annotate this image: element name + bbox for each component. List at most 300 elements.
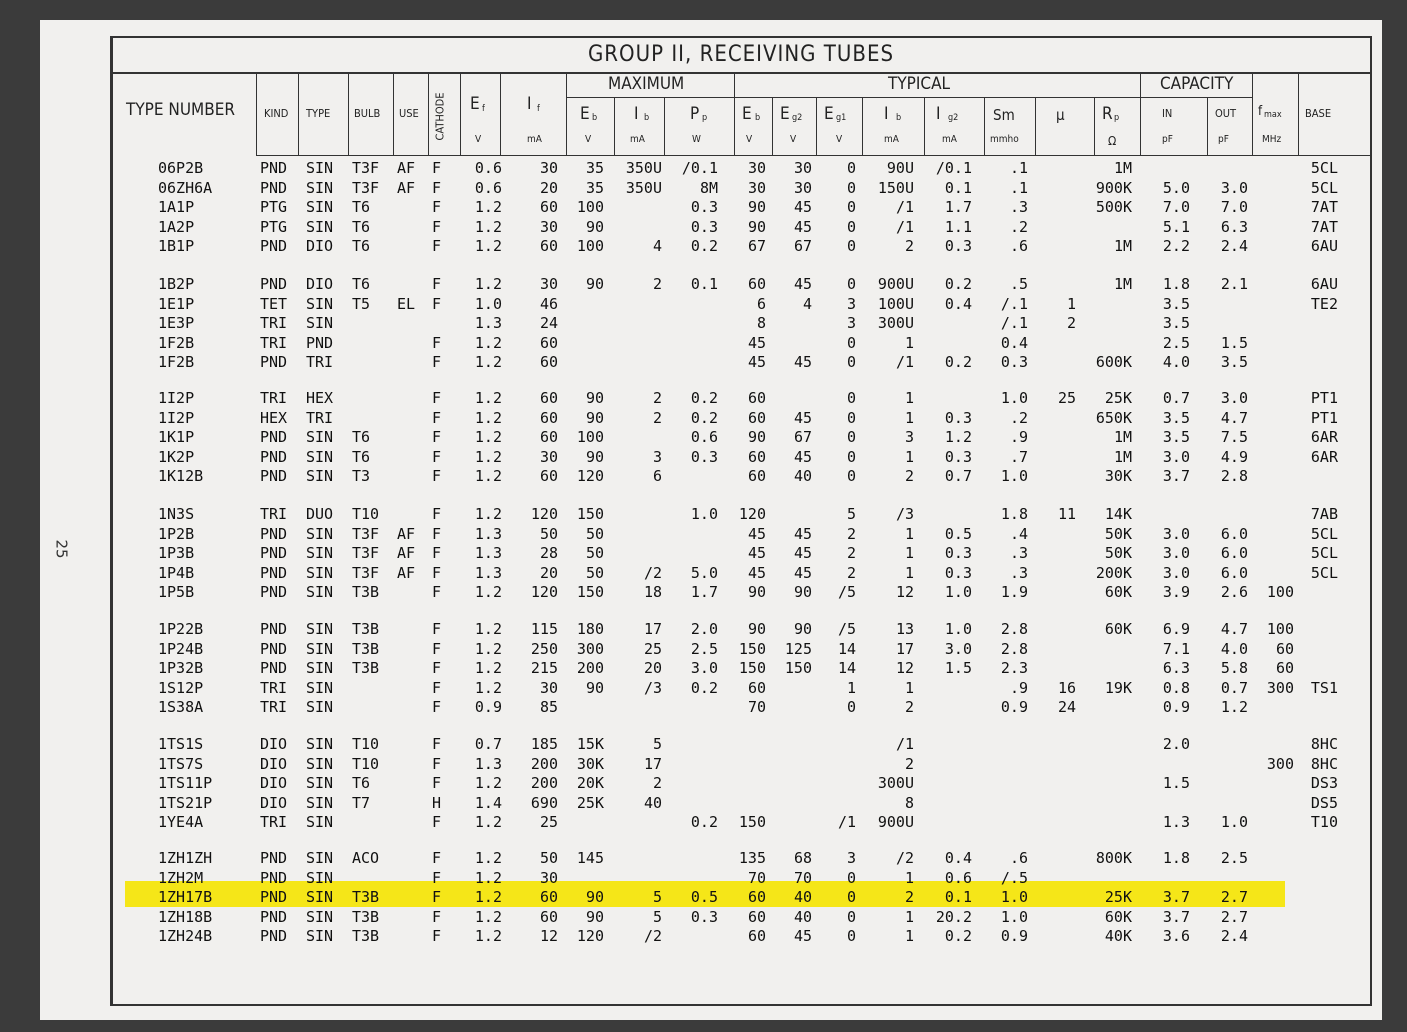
cell-cin: 3.5 <box>1162 408 1190 427</box>
cell-sm: .3 <box>1009 544 1028 562</box>
cell-t: 1ZH18B <box>158 907 213 926</box>
cell-cin: 7.1 <box>1162 639 1190 658</box>
cell-rp: 1M <box>1113 237 1132 255</box>
cell-b: T3B <box>352 927 380 945</box>
cell-base: DS5 <box>1310 793 1338 812</box>
cell-ty: SIN <box>306 754 334 773</box>
cell-b: T3F <box>352 524 380 543</box>
cell-tib: 1 <box>904 447 914 466</box>
cell-if: 60 <box>539 389 558 407</box>
header-typ-ig2-unit: mA <box>942 134 957 145</box>
cell-b: T6 <box>352 447 371 466</box>
header-divider <box>348 72 349 155</box>
cell-ty: DIO <box>306 275 334 293</box>
cell-ty: SIN <box>306 583 334 601</box>
cell-cin: 6.3 <box>1162 659 1190 677</box>
cell-base: PT1 <box>1310 408 1338 427</box>
cell-teg1: 0 <box>846 389 856 407</box>
cell-ef: 1.2 <box>474 237 502 255</box>
cell-cout: 4.9 <box>1220 447 1248 466</box>
cell-u: AF <box>397 563 416 582</box>
cell-k: PND <box>260 583 288 601</box>
header-rp-sub: p <box>1114 113 1120 123</box>
cell-c: F <box>432 217 442 236</box>
cell-meb: 150 <box>576 583 604 601</box>
cell-mib: 2 <box>652 389 662 407</box>
cell-sm: 1.0 <box>1000 389 1028 407</box>
cell-tib: 100U <box>877 294 914 313</box>
cell-k: PND <box>260 888 288 906</box>
cell-teb: 60 <box>747 907 766 926</box>
cell-rp: 50K <box>1104 524 1132 543</box>
cell-tig2: 1.5 <box>944 659 972 677</box>
cell-sm: .3 <box>1009 563 1028 582</box>
header-typ-ib: I <box>884 104 889 124</box>
cell-mpp: 2.5 <box>690 639 718 658</box>
cell-ty: DUO <box>306 505 334 523</box>
cell-tig2: 1.0 <box>944 583 972 601</box>
header-divider <box>734 72 735 155</box>
cell-if: 20 <box>539 563 558 582</box>
cell-teb: 150 <box>738 639 766 658</box>
table-title: GROUP II, RECEIVING TUBES <box>587 42 895 67</box>
cell-mib: 3 <box>652 447 662 466</box>
cell-base: TS1 <box>1310 678 1338 697</box>
cell-c: F <box>432 505 442 523</box>
cell-mib: 40 <box>643 793 662 812</box>
header-max-ib-sub: b <box>644 113 650 123</box>
cell-if: 250 <box>530 639 558 658</box>
cell-t: 1TS7S <box>158 754 204 773</box>
cell-ef: 1.2 <box>474 389 502 407</box>
cell-meb: 145 <box>576 849 604 867</box>
cell-c: F <box>432 198 442 216</box>
cell-base: T10 <box>1310 813 1338 831</box>
cell-teg2: 68 <box>793 849 812 867</box>
cell-teb: 60 <box>747 678 766 697</box>
cell-tig2: 1.0 <box>944 620 972 638</box>
cell-base: 7AT <box>1310 217 1338 236</box>
cell-t: 1P24B <box>158 639 204 658</box>
cell-rp: 650K <box>1095 408 1132 427</box>
cell-b: T3F <box>352 178 380 197</box>
header-max-ib-unit: mA <box>630 134 645 145</box>
cell-rp: 60K <box>1104 620 1132 638</box>
header-divider <box>428 72 429 155</box>
cell-k: HEX <box>260 408 288 427</box>
title-bar <box>112 38 1370 74</box>
cell-meb: 90 <box>585 275 604 293</box>
cell-tib: 2 <box>904 754 914 773</box>
cell-teg2: 70 <box>793 868 812 887</box>
header-if-sub: f <box>537 104 540 114</box>
cell-cin: 1.3 <box>1162 813 1190 831</box>
cell-meb: 100 <box>576 428 604 446</box>
cell-teg2: 40 <box>793 467 812 485</box>
cell-c: F <box>432 333 442 352</box>
cell-k: PND <box>260 467 288 485</box>
cell-ef: 1.3 <box>474 524 502 543</box>
cell-tig2: 20.2 <box>935 907 972 926</box>
header-use: USE <box>399 107 419 120</box>
cell-ty: HEX <box>306 389 334 407</box>
cell-mpp: 2.0 <box>690 620 718 638</box>
cell-cin: 3.7 <box>1162 467 1190 485</box>
cell-ef: 1.2 <box>474 620 502 638</box>
cell-meb: 20K <box>576 774 604 792</box>
cell-rp: 40K <box>1104 927 1132 945</box>
header-cap-out-unit: pF <box>1218 134 1229 145</box>
cell-k: PND <box>260 353 288 371</box>
cell-if: 30 <box>539 447 558 466</box>
cell-tig2: 0.1 <box>944 178 972 197</box>
header-max-ib: I <box>634 104 639 124</box>
header-typ-eg1-unit: V <box>836 134 843 145</box>
cell-ef: 1.4 <box>474 793 502 812</box>
cell-c: F <box>432 888 442 906</box>
cell-ef: 1.2 <box>474 583 502 601</box>
cell-ty: SIN <box>306 159 334 177</box>
cell-ef: 1.2 <box>474 888 502 906</box>
cell-teb: 150 <box>738 659 766 677</box>
cell-cout: 1.0 <box>1220 813 1248 831</box>
cell-if: 46 <box>539 294 558 313</box>
cell-teb: 60 <box>747 447 766 466</box>
cell-mpp: 0.2 <box>690 678 718 697</box>
cell-ty: SIN <box>306 198 334 216</box>
cell-if: 60 <box>539 353 558 371</box>
header-ef-unit: V <box>475 134 482 145</box>
cell-ty: SIN <box>306 698 334 716</box>
cell-meb: 300 <box>576 639 604 658</box>
cell-if: 60 <box>539 408 558 427</box>
cell-ef: 1.2 <box>474 275 502 293</box>
cell-k: TRI <box>260 505 288 523</box>
cell-tib: 1 <box>904 907 914 926</box>
cell-ty: SIN <box>306 217 334 236</box>
cell-mpp: 1.7 <box>690 583 718 601</box>
cell-k: DIO <box>260 754 288 773</box>
cell-mib: 17 <box>643 754 662 773</box>
header-type-number: TYPE NUMBER <box>126 100 236 120</box>
cell-mpp: 3.0 <box>690 659 718 677</box>
cell-if: 60 <box>539 888 558 906</box>
cell-ef: 1.2 <box>474 428 502 446</box>
cell-sm: 1.0 <box>1000 888 1028 906</box>
header-capacity: CAPACITY <box>1160 74 1234 94</box>
cell-k: TRI <box>260 678 288 697</box>
cell-cin: 0.9 <box>1162 698 1190 716</box>
cell-cin: 7.0 <box>1162 198 1190 216</box>
cell-b: ACO <box>352 849 380 867</box>
cell-cout: 2.8 <box>1220 467 1248 485</box>
cell-ty: SIN <box>306 524 334 543</box>
cell-k: TRI <box>260 314 288 332</box>
cell-k: PTG <box>260 198 288 216</box>
cell-rp: 500K <box>1095 198 1132 216</box>
cell-tib: 900U <box>877 813 914 831</box>
cell-teg1: 0 <box>846 333 856 352</box>
cell-t: 06ZH6A <box>158 178 213 197</box>
header-typ-eb-sub: b <box>755 113 761 123</box>
cell-if: 200 <box>530 754 558 773</box>
cell-tib: 8 <box>904 793 914 812</box>
cell-if: 120 <box>530 583 558 601</box>
cell-teg2: 45 <box>793 524 812 543</box>
cell-cin: 1.5 <box>1162 774 1190 792</box>
cell-ef: 1.2 <box>474 408 502 427</box>
cell-teb: 70 <box>747 868 766 887</box>
cell-ef: 1.2 <box>474 505 502 523</box>
cell-t: 1YE4A <box>158 813 204 831</box>
cell-teg1: /5 <box>837 583 856 601</box>
cell-ty: SIN <box>306 927 334 945</box>
cell-t: 1TS21P <box>158 793 213 812</box>
cell-ty: SIN <box>306 813 334 831</box>
cell-ef: 1.3 <box>474 544 502 562</box>
header-divider <box>256 155 1372 156</box>
cell-teg1: 0 <box>846 428 856 446</box>
cell-teg2: 90 <box>793 620 812 638</box>
cell-cin: 3.5 <box>1162 314 1190 332</box>
cell-t: 1P3B <box>158 544 195 562</box>
cell-rp: 1M <box>1113 159 1132 177</box>
cell-tig2: 0.4 <box>944 294 972 313</box>
cell-k: PND <box>260 563 288 582</box>
cell-tib: 1 <box>904 563 914 582</box>
cell-c: F <box>432 659 442 677</box>
cell-mpp: 0.6 <box>690 428 718 446</box>
cell-ef: 1.3 <box>474 563 502 582</box>
cell-teg1: 3 <box>846 294 856 313</box>
cell-if: 25 <box>539 813 558 831</box>
header-typ-ib-unit: mA <box>884 134 899 145</box>
cell-ef: 0.6 <box>474 159 502 177</box>
cell-base: 5CL <box>1310 159 1338 177</box>
cell-c: F <box>432 563 442 582</box>
cell-tib: 1 <box>904 927 914 945</box>
cell-cout: 3.0 <box>1220 389 1248 407</box>
cell-tib: 17 <box>895 639 914 658</box>
cell-k: PND <box>260 544 288 562</box>
cell-k: PND <box>260 237 288 255</box>
cell-b: T10 <box>352 754 380 773</box>
cell-k: PND <box>260 428 288 446</box>
cell-teg2: 40 <box>793 907 812 926</box>
cell-sm: .9 <box>1009 428 1028 446</box>
cell-sm: 1.0 <box>1000 907 1028 926</box>
cell-teb: 60 <box>747 467 766 485</box>
cell-b: T10 <box>352 735 380 753</box>
cell-tig2: 0.1 <box>944 888 972 906</box>
cell-c: F <box>432 353 442 371</box>
cell-t: 1I2P <box>158 408 195 427</box>
cell-teg2: 4 <box>802 294 812 313</box>
cell-ef: 0.6 <box>474 178 502 197</box>
cell-ty: SIN <box>306 639 334 658</box>
cell-sm: .1 <box>1009 159 1028 177</box>
header-max-eb-unit: V <box>585 134 592 145</box>
cell-if: 30 <box>539 217 558 236</box>
cell-teg1: 3 <box>846 314 856 332</box>
cell-teg1: 0 <box>846 698 856 716</box>
cell-if: 60 <box>539 907 558 926</box>
cell-t: 1ZH2M <box>158 868 204 887</box>
cell-k: DIO <box>260 735 288 753</box>
cell-if: 60 <box>539 198 558 216</box>
cell-k: TRI <box>260 698 288 716</box>
cell-sm: 1.0 <box>1000 467 1028 485</box>
header-mu: μ <box>1056 106 1065 124</box>
cell-t: 1B1P <box>158 237 195 255</box>
cell-sm: .1 <box>1009 178 1028 197</box>
cell-teg2: 30 <box>793 178 812 197</box>
cell-mpp: 0.2 <box>690 237 718 255</box>
header-if: I <box>527 94 532 114</box>
header-typ-ib-sub: b <box>896 113 902 123</box>
cell-mib: 6 <box>652 467 662 485</box>
cell-tig2: /0.1 <box>935 159 972 177</box>
header-if-unit: mA <box>527 134 542 145</box>
cell-base: 5CL <box>1310 544 1338 562</box>
cell-teb: 90 <box>747 620 766 638</box>
cell-sm: 1.9 <box>1000 583 1028 601</box>
cell-c: F <box>432 678 442 697</box>
cell-mib: 18 <box>643 583 662 601</box>
cell-mib: 17 <box>643 620 662 638</box>
cell-cin: 2.2 <box>1162 237 1190 255</box>
cell-u: AF <box>397 159 416 177</box>
cell-teg1: 0 <box>846 408 856 427</box>
header-divider <box>734 97 1140 98</box>
cell-base: 7AT <box>1310 198 1338 216</box>
cell-mib: 20 <box>643 659 662 677</box>
cell-teg1: 2 <box>846 563 856 582</box>
cell-ty: SIN <box>306 178 334 197</box>
cell-b: T3B <box>352 639 380 658</box>
cell-cout: 2.1 <box>1220 275 1248 293</box>
cell-ty: SIN <box>306 774 334 792</box>
cell-teb: 70 <box>747 698 766 716</box>
cell-teb: 135 <box>738 849 766 867</box>
cell-tig2: 0.3 <box>944 544 972 562</box>
cell-teb: 45 <box>747 353 766 371</box>
cell-rp: 25K <box>1104 389 1132 407</box>
cell-c: F <box>432 639 442 658</box>
cell-mpp: 0.5 <box>690 888 718 906</box>
cell-cout: 6.0 <box>1220 524 1248 543</box>
cell-rp: 14K <box>1104 505 1132 523</box>
header-divider <box>772 97 773 155</box>
cell-c: F <box>432 178 442 197</box>
cell-t: 1S12P <box>158 678 204 697</box>
cell-k: PND <box>260 524 288 543</box>
cell-rp: 1M <box>1113 447 1132 466</box>
cell-if: 60 <box>539 237 558 255</box>
cell-cout: 7.5 <box>1220 428 1248 446</box>
cell-base: DS3 <box>1310 774 1338 792</box>
cell-teb: 60 <box>747 408 766 427</box>
cell-c: F <box>432 849 442 867</box>
cell-fmax: 300 <box>1266 754 1294 773</box>
cell-mib: /2 <box>643 927 662 945</box>
cell-cout: 2.4 <box>1220 927 1248 945</box>
cell-t: 1I2P <box>158 389 195 407</box>
cell-teg2: 45 <box>793 447 812 466</box>
cell-tib: /2 <box>895 849 914 867</box>
cell-cin: 2.5 <box>1162 333 1190 352</box>
cell-c: F <box>432 735 442 753</box>
cell-sm: /.1 <box>1000 314 1028 332</box>
header-max-eb: E <box>580 104 590 124</box>
cell-mu: 2 <box>1066 314 1076 332</box>
header-divider <box>1207 97 1208 155</box>
cell-rp: 800K <box>1095 849 1132 867</box>
header-max-eb-sub: b <box>592 113 598 123</box>
cell-t: 1A2P <box>158 217 195 236</box>
cell-tib: 2 <box>904 237 914 255</box>
cell-tig2: 0.3 <box>944 237 972 255</box>
cell-tig2: 1.1 <box>944 217 972 236</box>
cell-mpp: 1.0 <box>690 505 718 523</box>
cell-k: TET <box>260 294 288 313</box>
page-number: 25 <box>52 539 71 559</box>
cell-t: 1E3P <box>158 314 195 332</box>
cell-b: T3 <box>352 467 371 485</box>
cell-sm: .2 <box>1009 408 1028 427</box>
header-divider <box>1140 97 1252 98</box>
cell-t: 1K2P <box>158 447 195 466</box>
header-rp-unit: Ω <box>1108 134 1117 148</box>
cell-tib: 2 <box>904 467 914 485</box>
cell-teg1: 0 <box>846 159 856 177</box>
cell-ef: 1.2 <box>474 774 502 792</box>
header-divider <box>924 97 925 155</box>
cell-meb: 50 <box>585 563 604 582</box>
cell-base: 5CL <box>1310 563 1338 582</box>
cell-t: 1TS1S <box>158 735 204 753</box>
cell-ef: 1.2 <box>474 198 502 216</box>
cell-k: PND <box>260 659 288 677</box>
cell-cout: 5.8 <box>1220 659 1248 677</box>
cell-ty: SIN <box>306 849 334 867</box>
cell-ef: 1.2 <box>474 333 502 352</box>
cell-tib: 1 <box>904 678 914 697</box>
cell-teg2: 67 <box>793 237 812 255</box>
cell-base: 7AB <box>1310 505 1338 523</box>
cell-c: F <box>432 907 442 926</box>
cell-mib: 5 <box>652 888 662 906</box>
cell-if: 28 <box>539 544 558 562</box>
cell-c: F <box>432 389 442 407</box>
header-divider <box>460 72 461 155</box>
cell-meb: 50 <box>585 524 604 543</box>
cell-b: T6 <box>352 428 371 446</box>
cell-t: 1P32B <box>158 659 204 677</box>
cell-tib: 13 <box>895 620 914 638</box>
cell-cin: 3.0 <box>1162 524 1190 543</box>
cell-teb: 45 <box>747 333 766 352</box>
cell-t: 1B2P <box>158 275 195 293</box>
header-typ-eg2-unit: V <box>790 134 797 145</box>
cell-k: PND <box>260 620 288 638</box>
header-fmax-unit: MHz <box>1262 134 1282 145</box>
cell-k: DIO <box>260 793 288 812</box>
cell-b: T3B <box>352 583 380 601</box>
cell-base: 6AU <box>1310 237 1338 255</box>
cell-ty: SIN <box>306 563 334 582</box>
cell-t: 1S38A <box>158 698 204 716</box>
